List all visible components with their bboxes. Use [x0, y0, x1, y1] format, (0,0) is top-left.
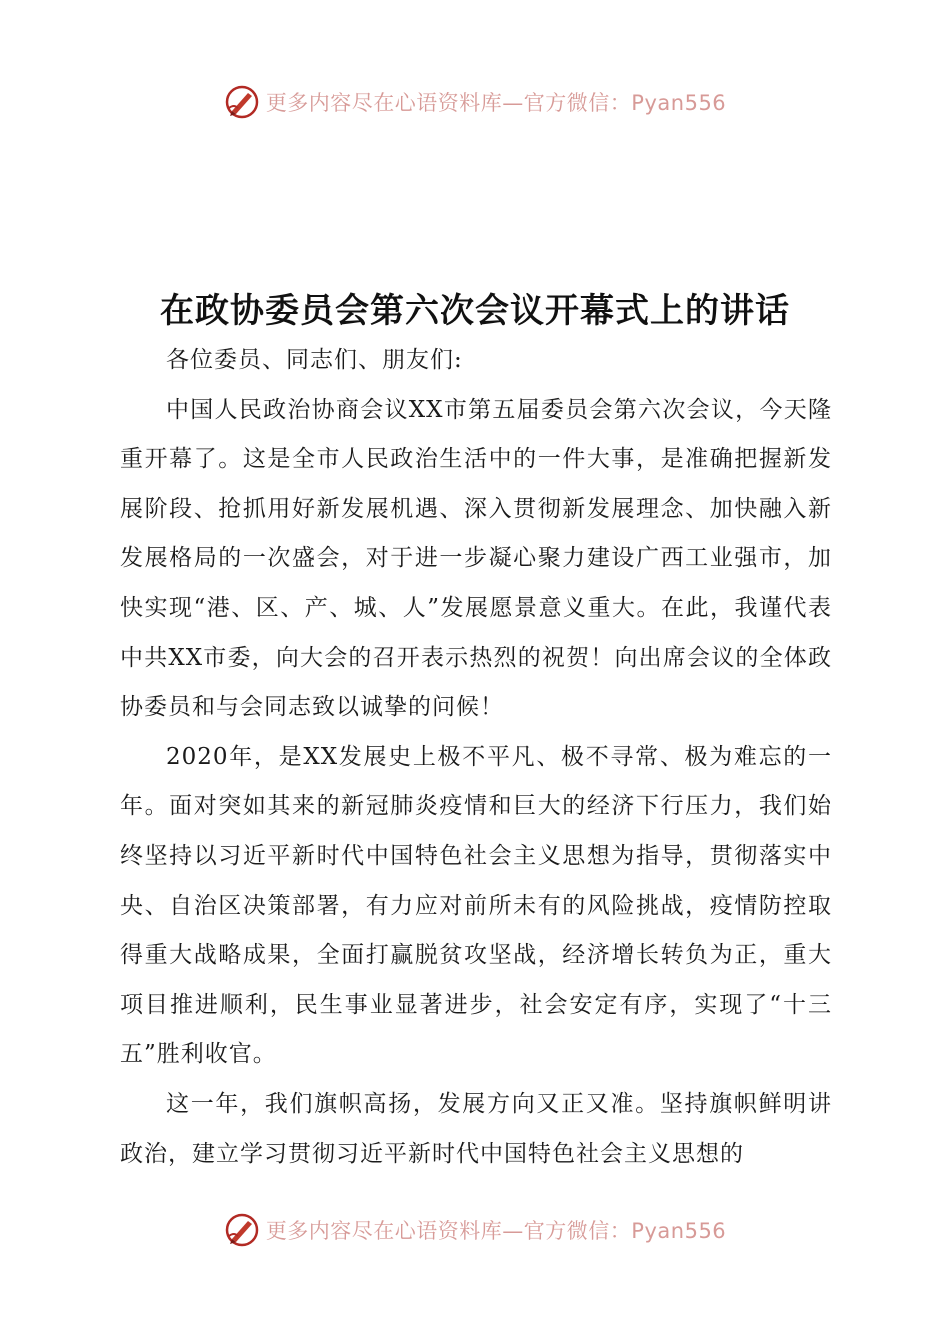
body-paragraph: 2020年，是XX发展史上极不平凡、极不寻常、极为难忘的一年。面对突如其来的新冠肺炎疫情和巨大的经济下行压力，我们始终坚持以习近平新时代中国特色社会主义思想为指导，贯彻落实中央、自治区决策部署，有力应对前所未有的风险挑战，疫情防控取得重大战略成果，全面打赢脱贫攻坚战，经济增长转负为正，重大项目推进顺利，民生事业显著进步，社会安定有序，实现了“十三五”胜利收官。	[120, 743, 832, 1068]
body-paragraph: 中国人民政治协商会议XX市第五届委员会第六次会议，今天隆重开幕了。这是全市人民政治生活中的一件大事，是准确把握新发展阶段、抢抓用好新发展机遇、深入贯彻新发展理念、加快融入新发展格局的一次盛会，对于进一步凝心聚力建设广西工业强市，加快实现“港、区、产、城、人”发展愿景意义重大。在此，我谨代表中共XX市委，向大会的召开表示热烈的祝贺！向出席会议的全体政协委员和与会同志致以诚挚的问候！	[120, 396, 832, 721]
document-body	[120, 336, 832, 1179]
body-paragraph: 这一年，我们旗帜高扬，发展方向又正又准。坚持旗帜鲜明讲政治，建立学习贯彻习近平新时代中国特色社会主义思想的	[120, 1090, 832, 1167]
watermark-text: 更多内容尽在心语资料库—官方微信：Pyan556	[265, 1219, 727, 1243]
salutation: 各位委员、同志们、朋友们:	[166, 347, 463, 373]
header-watermark	[0, 82, 950, 122]
pen-logo-icon	[224, 1212, 260, 1248]
footer-watermark	[0, 1210, 950, 1250]
page-title: 在政协委员会第六次会议开幕式上的讲话	[160, 290, 790, 331]
pen-logo-icon	[224, 84, 260, 120]
watermark-text: 更多内容尽在心语资料库—官方微信：Pyan556	[265, 91, 727, 115]
